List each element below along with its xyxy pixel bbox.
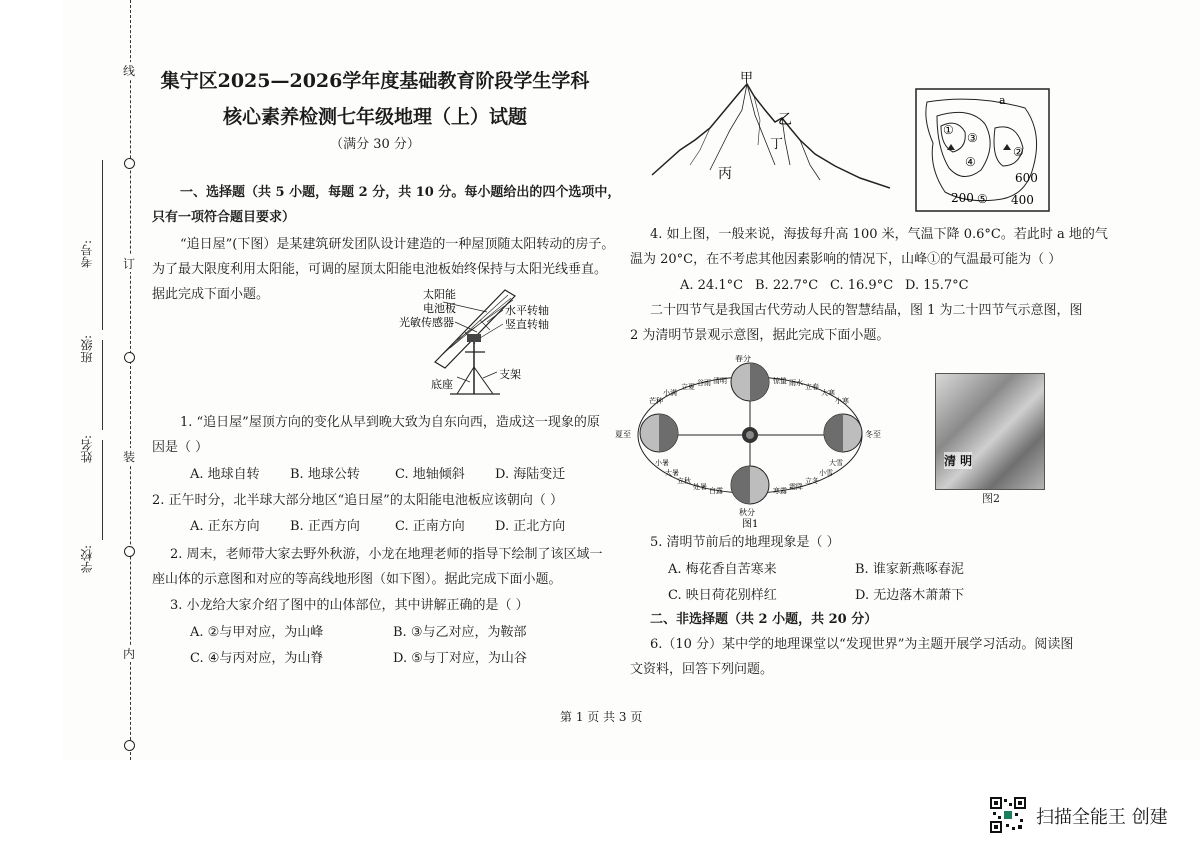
q2-stem: 2. 正午时分，北半球大部分地区“追日屋”的太阳能电池板应该朝向（ ） xyxy=(152,493,563,508)
mountain-sketch xyxy=(650,70,900,195)
q1-option-a[interactable]: A. 地球自转 xyxy=(190,467,260,482)
q5-stem: 5. 清明节前后的地理现象是（ ） xyxy=(650,535,840,550)
q2-option-b[interactable]: B. 正西方向 xyxy=(290,519,360,534)
class-blank[interactable] xyxy=(102,160,103,330)
q5-option-c[interactable]: C. 映日荷花别样红 xyxy=(668,588,777,603)
q3-option-c[interactable]: C. ④与丙对应，为山脊 xyxy=(190,651,324,666)
q1-stem: 1. “追日屋”屋顶方向的变化从早到晚大致为自东向西，造成这一现象的原 xyxy=(180,415,600,430)
solar-house-diagram xyxy=(395,282,570,400)
contour-label-5: ⑤ xyxy=(977,192,988,206)
contour-value-200: 200 xyxy=(951,191,974,205)
section1-heading: 一、选择题（共 5 小题，每题 2 分，共 10 分。每小题给出的四个选项中， xyxy=(180,185,621,200)
section2-heading: 二、非选择题（共 2 小题，共 20 分） xyxy=(650,612,878,627)
intro2-line: 座山体的示意图和对应的等高线地形图（如下图）。据此完成下面小题。 xyxy=(152,572,562,587)
q3-option-d[interactable]: D. ⑤与丁对应，为山谷 xyxy=(393,651,527,666)
binding-hole xyxy=(124,158,135,169)
q3-option-a[interactable]: A. ②与甲对应，为山峰 xyxy=(190,625,324,640)
q3-stem: 3. 小龙给大家介绍了图中的山体部位，其中讲解正确的是（ ） xyxy=(170,598,529,613)
term-label: 惊蛰 xyxy=(773,377,787,385)
term-label: 大寒 xyxy=(821,389,835,397)
contour-value-600: 600 xyxy=(1015,171,1038,185)
contour-label-3: ③ xyxy=(967,131,978,145)
term-label: 处暑 xyxy=(693,483,707,491)
q1-stem-cont: 因是（ ） xyxy=(152,440,209,455)
contour-label-1: ① xyxy=(943,123,954,137)
term-label: 寒露 xyxy=(773,487,787,495)
binding-word: 线 xyxy=(123,64,136,78)
term-label: 白露 xyxy=(709,487,723,495)
term-label: 立春 xyxy=(805,383,819,391)
exam-title-line1: 集宁区2025—2026学年度基础教育阶段学生学科 xyxy=(160,70,590,92)
q4-option-d[interactable]: D. 15.7°C xyxy=(905,278,969,293)
solar-terms-diagram xyxy=(615,355,900,530)
label-base: 底座 xyxy=(431,378,453,391)
class-label: 班级: xyxy=(80,335,94,364)
label-stand: 支架 xyxy=(499,368,521,381)
term-label: 立夏 xyxy=(681,383,695,391)
q4-option-a[interactable]: A. 24.1°C xyxy=(680,278,744,293)
exam-title-line2: 核心素养检测七年级地理（上）试题 xyxy=(222,106,527,128)
term-label: 小暑 xyxy=(655,459,669,467)
name-blank[interactable] xyxy=(102,340,103,430)
q2-option-a[interactable]: A. 正东方向 xyxy=(190,519,260,534)
full-score: （满分 30 分） xyxy=(330,137,420,152)
intro3-line: 二十四节气是我国古代劳动人民的智慧结晶，图 1 为二十四节气示意图，图 xyxy=(650,303,1083,318)
mountain-label-yi: 乙 xyxy=(778,112,792,128)
term-label: 小雪 xyxy=(819,469,833,477)
contour-label-a: a xyxy=(999,94,1006,107)
binding-hole xyxy=(124,546,135,557)
fig1-caption: 图1 xyxy=(742,519,759,530)
q4-stem: 4. 如上图，一般来说，海拔每升高 100 米，气温下降 0.6°C。若此时 a 地的气 xyxy=(650,227,1108,242)
school-blank[interactable] xyxy=(102,440,103,540)
photo-caption-text: 清 明 xyxy=(944,454,973,468)
section1-heading-cont: 只有一项符合题目要求） xyxy=(152,210,296,225)
q1-option-b[interactable]: B. 地球公转 xyxy=(290,467,360,482)
label-vertical-axis: 竖直转轴 xyxy=(505,318,549,331)
qr-code-icon xyxy=(990,797,1026,833)
mountain-label-ding: 丁 xyxy=(770,137,784,152)
contour-value-400: 400 xyxy=(1011,193,1034,207)
term-label: 立冬 xyxy=(805,477,819,485)
label-solar-panel: 电池板 xyxy=(423,302,456,315)
page-number: 第 1 页 共 3 页 xyxy=(560,710,643,724)
fig2-caption: 图2 xyxy=(982,492,1000,505)
qingming-photo xyxy=(935,373,1045,490)
q2-option-c[interactable]: C. 正南方向 xyxy=(395,519,465,534)
term-label: 小满 xyxy=(663,389,677,397)
binding-hole xyxy=(124,740,135,751)
binding-word: 装 xyxy=(123,450,136,464)
scanner-watermark: 扫描全能王 创建 xyxy=(1036,807,1168,828)
q6-stem-cont: 文资料，回答下列问题。 xyxy=(630,662,774,677)
q5-option-d[interactable]: D. 无边落木萧萧下 xyxy=(855,588,965,603)
school-label: 学校: xyxy=(80,545,94,574)
term-label: 霜降 xyxy=(789,483,803,491)
q5-option-b[interactable]: B. 谁家新燕啄春泥 xyxy=(855,562,964,577)
term-autumn-equinox: 秋分 xyxy=(739,508,755,517)
term-label: 雨水 xyxy=(789,379,803,387)
intro-line: 为了最大限度利用太阳能，可调的屋顶太阳能电池板始终保持与太阳光线垂直。 xyxy=(152,262,608,277)
binding-word: 内 xyxy=(123,647,136,661)
mountain-label-bing: 丙 xyxy=(718,166,732,182)
term-summer-solstice: 夏至 xyxy=(615,430,631,439)
contour-label-4: ④ xyxy=(965,155,976,169)
contour-label-2: ② xyxy=(1013,145,1024,159)
term-label: 大雪 xyxy=(829,459,843,467)
label-light-sensor: 光敏传感器 xyxy=(399,316,454,329)
intro3-line: 2 为清明节景观示意图，据此完成下面小题。 xyxy=(630,328,890,343)
term-label: 小寒 xyxy=(835,397,849,405)
label-solar-panel: 太阳能 xyxy=(423,288,456,301)
q3-option-b[interactable]: B. ③与乙对应，为鞍部 xyxy=(393,625,527,640)
q4-stem-cont: 温为 20°C，在不考虑其他因素影响的情况下，山峰①的气温最可能为（ ） xyxy=(630,252,1062,267)
q4-option-c[interactable]: C. 16.9°C xyxy=(830,278,894,293)
q5-option-a[interactable]: A. 梅花香自苦寒来 xyxy=(668,562,777,577)
intro2-line: 2. 周末，老师带大家去野外秋游，小龙在地理老师的指导下绘制了该区域一 xyxy=(170,547,603,562)
q4-option-b[interactable]: B. 22.7°C xyxy=(755,278,819,293)
q1-option-d[interactable]: D. 海陆变迁 xyxy=(495,467,566,482)
term-winter-solstice: 冬至 xyxy=(865,430,881,439)
q2-option-d[interactable]: D. 正北方向 xyxy=(495,519,566,534)
term-label: 芒种 xyxy=(649,397,663,405)
binding-hole xyxy=(124,352,135,363)
contour-map xyxy=(915,88,1050,213)
label-horizontal-axis: 水平转轴 xyxy=(505,304,549,317)
name-label: 姓名: xyxy=(80,435,94,464)
mountain-label-jia: 甲 xyxy=(740,71,754,86)
term-spring-equinox: 春分 xyxy=(735,355,751,363)
term-label: 清明 xyxy=(713,377,727,385)
binding-word: 订 xyxy=(123,257,136,271)
term-label: 立秋 xyxy=(677,477,691,485)
term-label: 谷雨 xyxy=(697,379,711,387)
exam-id-label: 考号: xyxy=(80,240,94,269)
q1-option-c[interactable]: C. 地轴倾斜 xyxy=(395,467,465,482)
term-label: 大暑 xyxy=(665,469,679,477)
intro-line: 据此完成下面小题。 xyxy=(152,287,270,302)
intro-line: “追日屋”(下图）是某建筑研发团队设计建造的一种屋顶随太阳转动的房子。 xyxy=(180,237,615,252)
q6-stem: 6.（10 分）某中学的地理课堂以“发现世界”为主题开展学习活动。阅读图 xyxy=(650,637,1074,652)
